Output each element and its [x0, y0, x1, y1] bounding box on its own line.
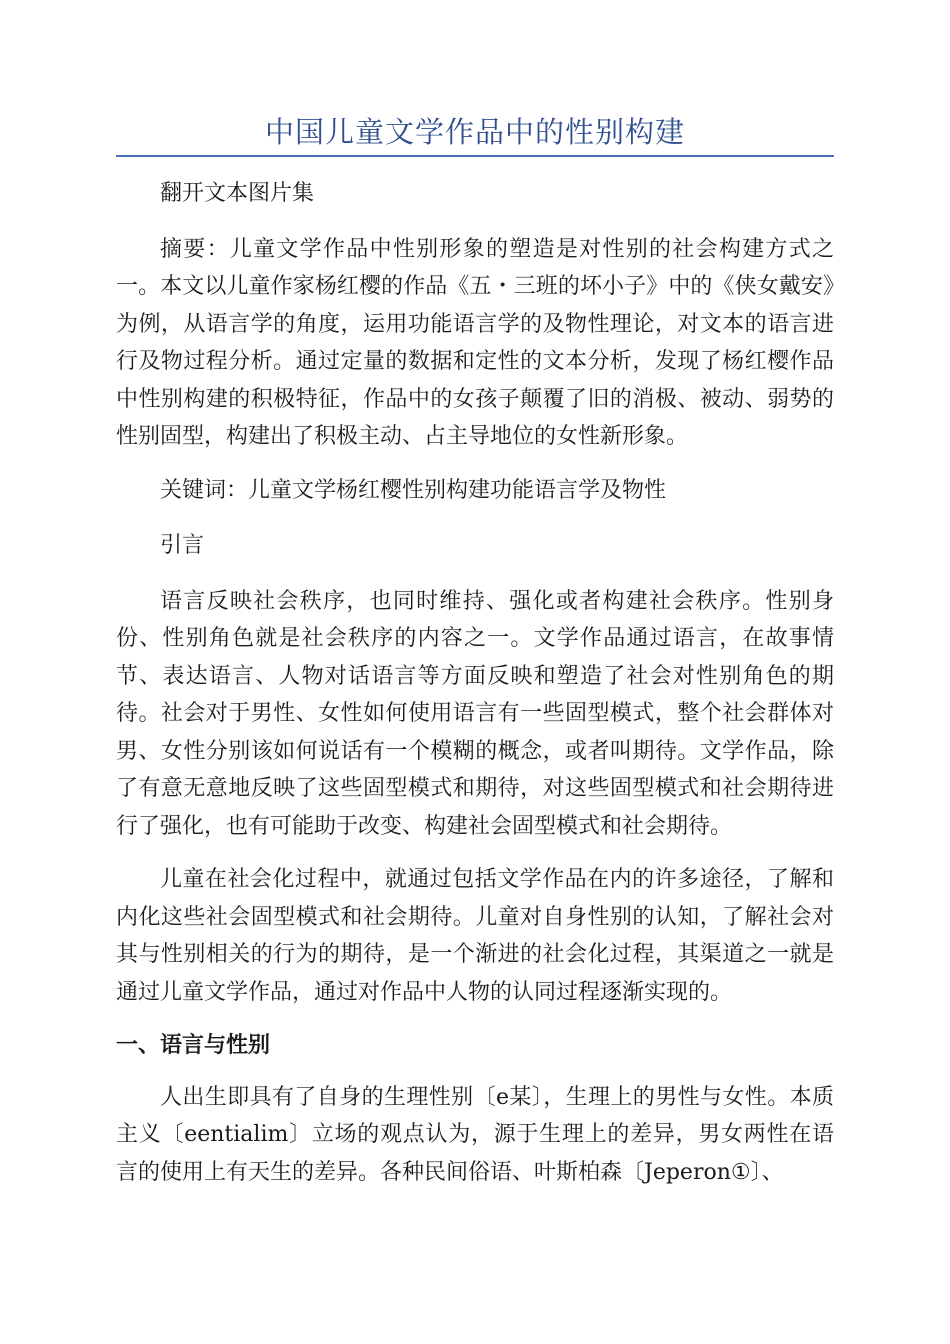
section-heading-language-gender: 一、语言与性别 [116, 1032, 271, 1058]
paragraph-introduction-label: 引言 [160, 533, 205, 558]
paragraph-biological-sex: 人出生即具有了自身的生理性别〔e某〕，生理上的男性与女性。本质主义〔eentialim〕立场的观点认为，源于生理上的差异，男女两性在语言的使用上有天生的差异。各种民间俗语、叶斯柏森〔Jeperon①〕、 [116, 1084, 834, 1185]
paragraph-image-collection: 翻开文本图片集 [160, 181, 315, 206]
title-underline [116, 155, 834, 157]
paragraph-abstract: 摘要：儿童文学作品中性别形象的塑造是对性别的社会构建方式之一。本文以儿童作家杨红樱的作品《五・三班的坏小子》中的《侠女戴安》为例，从语言学的角度，运用功能语言学的及物性理论，对文本的语言进行及物过程分析。通过定量的数据和定性的文本分析，发现了杨红樱作品中性别构建的积极特征，作品中的女孩子颠覆了旧的消极、被动、弱势的性别固型，构建出了积极主动、占主导地位的女性新形象。 [116, 236, 834, 449]
paragraph-children-socialization: 儿童在社会化过程中，就通过包括文学作品在内的许多途径，了解和内化这些社会固型模式和社会期待。儿童对自身性别的认知，了解社会对其与性别相关的行为的期待，是一个渐进的社会化过程，其渠道之一就是通过儿童文学作品，通过对作品中人物的认同过程逐渐实现的。 [116, 867, 834, 1005]
paragraph-introduction: 语言反映社会秩序，也同时维持、强化或者构建社会秩序。性别身份、性别角色就是社会秩序的内容之一。文学作品通过语言，在故事情节、表达语言、人物对话语言等方面反映和塑造了社会对性别角色的期待。社会对于男性、女性如何使用语言有一些固型模式，整个社会群体对男、女性分别该如何说话有一个模糊的概念，或者叫期待。文学作品，除了有意无意地反映了这些固型模式和期待，对这些固型模式和社会期待进行了强化，也有可能助于改变、构建社会固型模式和社会期待。 [116, 588, 834, 839]
document-title: 中国儿童文学作品中的性别构建 [264, 115, 685, 149]
paragraph-keywords: 关键词：儿童文学杨红樱性别构建功能语言学及物性 [160, 477, 667, 503]
document-body [116, 175, 834, 1207]
